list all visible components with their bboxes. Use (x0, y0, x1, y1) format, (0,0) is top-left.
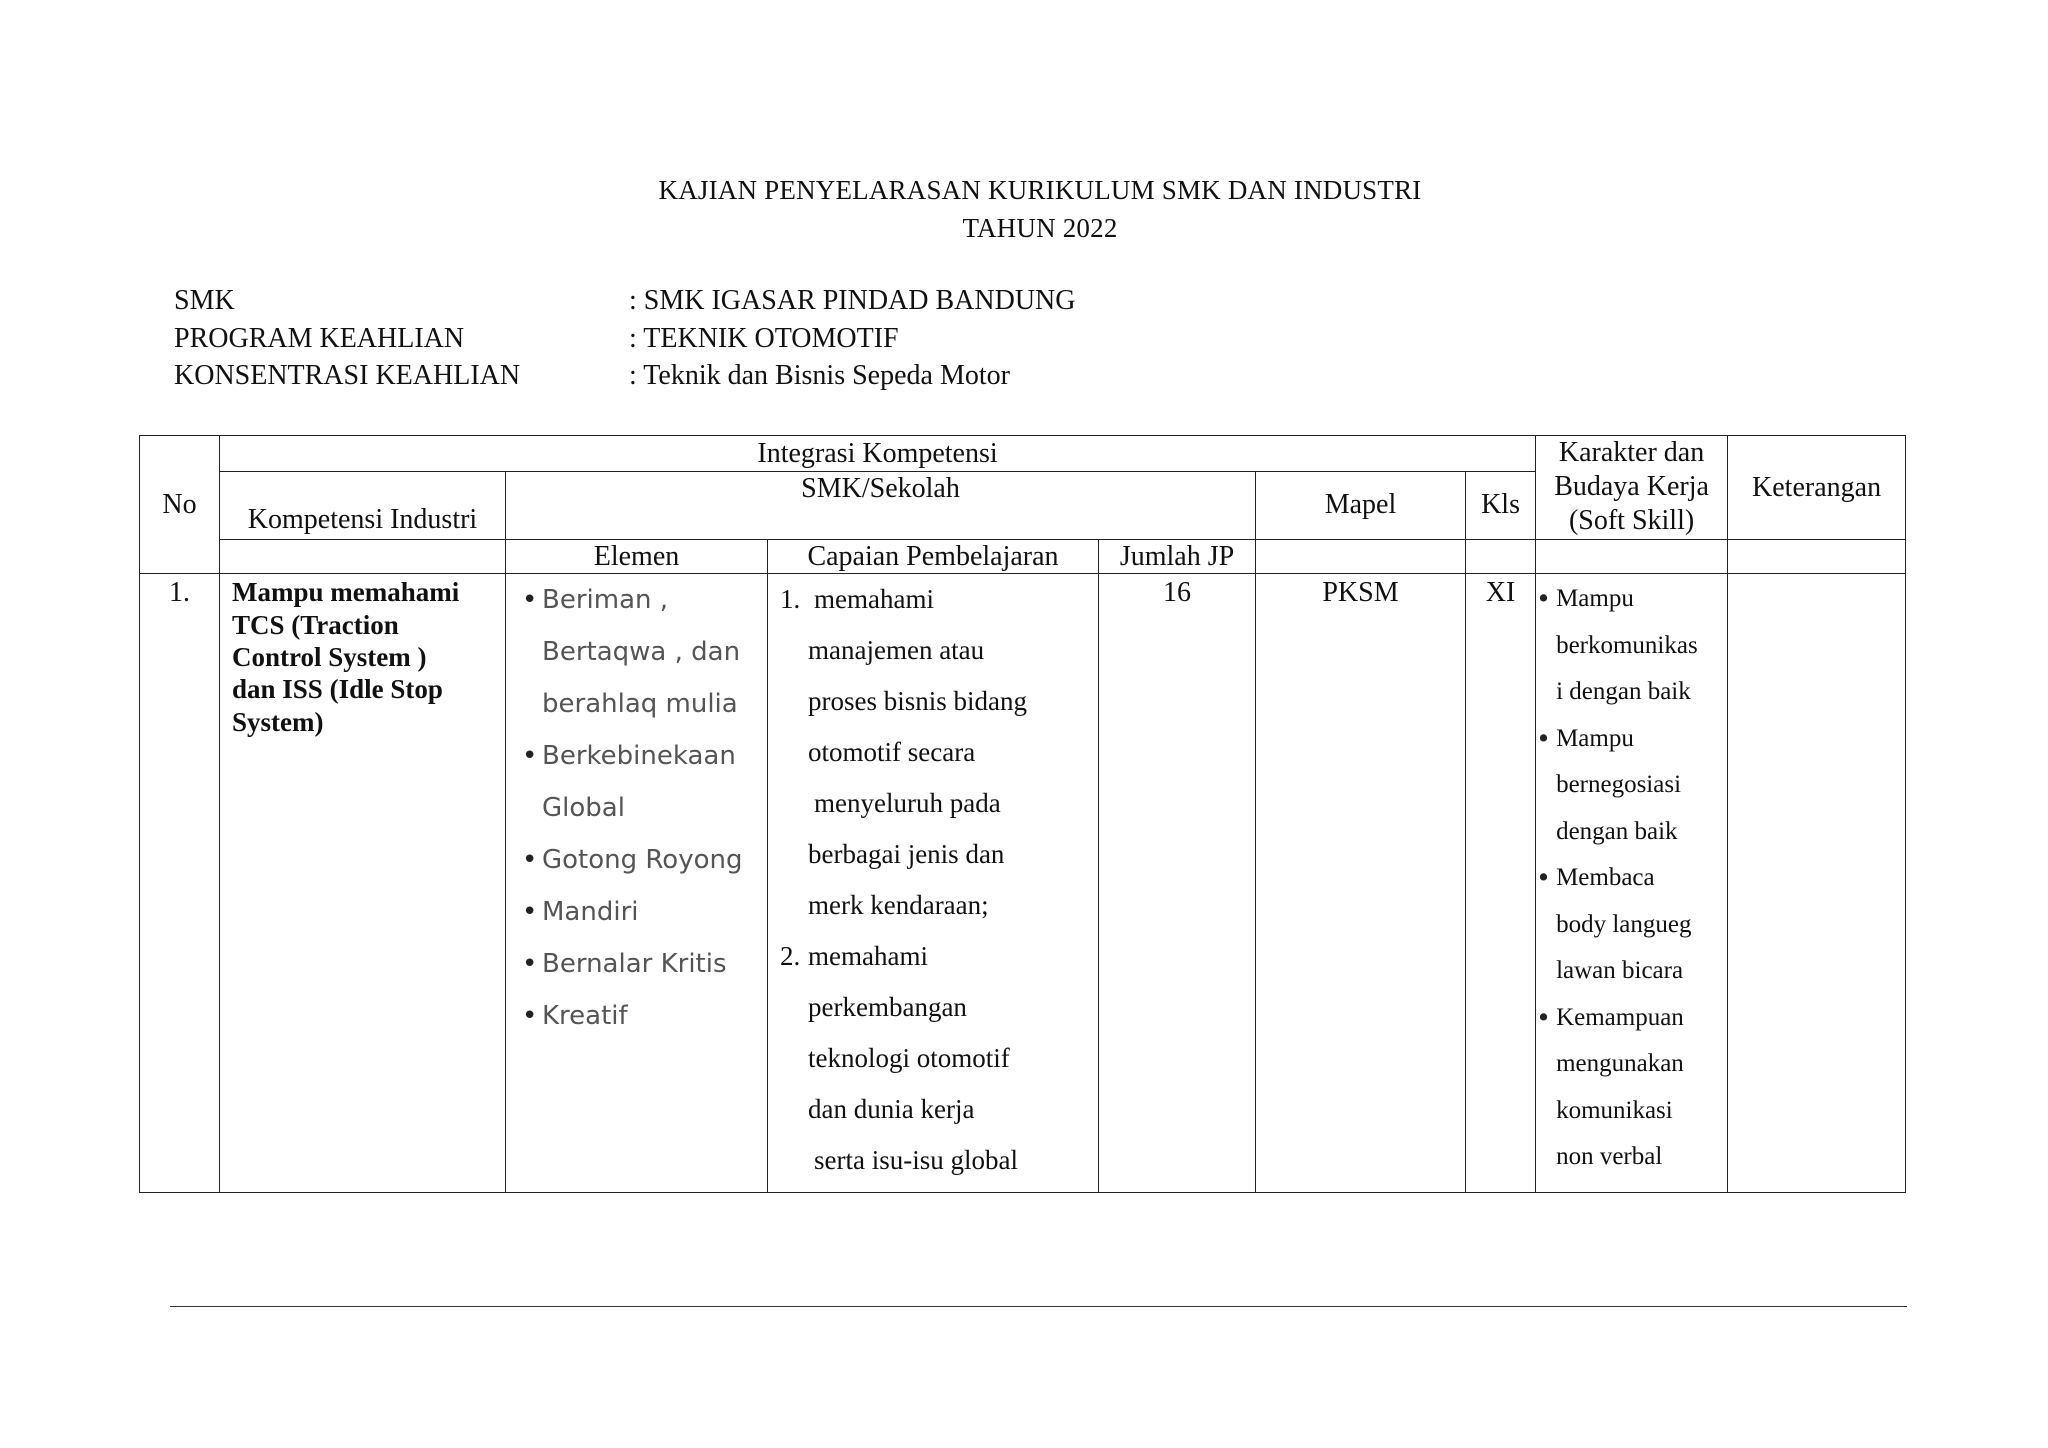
capaian-line: serta isu-isu global (814, 1145, 1018, 1176)
header-empty-cell (1536, 539, 1728, 574)
header-kls: Kls (1466, 471, 1536, 539)
header-karakter-line: Karakter dan (1558, 437, 1705, 469)
capaian-item (768, 574, 1098, 931)
karakter-line: lawan bicara (1556, 957, 1684, 985)
row-no: 1. (140, 574, 220, 1193)
row-capaian (768, 574, 1099, 1193)
karakter-line: dengan baik (1556, 817, 1678, 845)
row-mapel: PKSM (1256, 574, 1466, 1193)
elemen-line: Bertaqwa , dan (542, 637, 741, 668)
header-smk-sekolah: SMK/Sekolah (506, 471, 1256, 539)
capaian-line: memahami (808, 941, 928, 972)
elemen-item (522, 574, 767, 730)
capaian-line: proses bisnis bidang (808, 686, 1027, 717)
capaian-number: 1. (780, 584, 801, 615)
elemen-line: • Bernalar Kritis (542, 949, 727, 980)
capaian-line: dan dunia kerja (808, 1094, 975, 1125)
capaian-item (768, 931, 1098, 1186)
elemen-item (522, 730, 767, 834)
meta-value: : Teknik dan Bisnis Sepeda Motor (629, 360, 1010, 391)
header-kompetensi-industri: Kompetensi Industri (220, 471, 506, 539)
elemen-item (522, 938, 767, 990)
kompetensi-line: TCS (Traction (232, 609, 399, 640)
capaian-line: otomotif secara (808, 737, 976, 768)
capaian-line: teknologi otomotif (808, 1043, 1010, 1074)
elemen-list (522, 574, 767, 1042)
karakter-item (1536, 716, 1727, 856)
row-keterangan (1728, 574, 1906, 1193)
kompetensi-line: Control System ) (232, 641, 427, 672)
meta-label: PROGRAM KEAHLIAN (174, 322, 465, 354)
capaian-line: manajemen atau (808, 635, 985, 666)
capaian-number: 2. (780, 941, 801, 972)
karakter-list (1536, 576, 1727, 1181)
header-elemen: Elemen (506, 539, 768, 574)
elemen-line: • Kreatif (542, 1001, 628, 1032)
row-karakter (1536, 574, 1728, 1193)
document-meta (174, 282, 1075, 395)
elemen-line: • Berkebinekaan (542, 741, 736, 772)
header-empty-cell (220, 539, 506, 574)
capaian-line: menyeluruh pada (814, 788, 1001, 819)
document-title: KAJIAN PENYELARASAN KURIKULUM SMK DAN INDUSTRI (658, 175, 1422, 205)
kompetensi-line: Mampu memahami (232, 577, 460, 608)
kompetensi-line: System) (232, 706, 324, 737)
elemen-line: Global (542, 793, 625, 824)
karakter-line: • Kemampuan (1556, 1003, 1684, 1031)
capaian-list (768, 574, 1098, 1186)
karakter-line: berkomunikas (1556, 631, 1698, 659)
karakter-item (1536, 855, 1727, 995)
header-capaian: Capaian Pembelajaran (768, 539, 1099, 574)
row-kompetensi-industri (220, 574, 506, 1193)
header-no: No (140, 436, 220, 574)
header-karakter-line: Budaya Kerja (1554, 471, 1709, 503)
row-jumlah-jp: 16 (1099, 574, 1256, 1193)
header-jumlah-jp: Jumlah JP (1099, 539, 1256, 574)
karakter-item (1536, 576, 1727, 716)
document-year: TAHUN 2022 (962, 213, 1118, 243)
karakter-line: i dengan baik (1556, 678, 1691, 706)
karakter-line: body langueg (1556, 910, 1692, 938)
capaian-line: merk kendaraan; (808, 890, 989, 921)
row-kls: XI (1466, 574, 1536, 1193)
karakter-line: bernegosiasi (1556, 771, 1682, 799)
capaian-line: perkembangan (808, 992, 967, 1023)
meta-label: KONSENTRASI KEAHLIAN (174, 360, 521, 391)
elemen-item (522, 990, 767, 1042)
karakter-line: komunikasi (1556, 1096, 1673, 1124)
header-empty-cell (1466, 539, 1536, 574)
kompetensi-line: dan ISS (Idle Stop (232, 674, 443, 705)
karakter-line: mengunakan (1556, 1050, 1684, 1078)
elemen-line: • Mandiri (542, 897, 639, 928)
meta-row-smk (174, 282, 1075, 320)
meta-label: SMK (174, 285, 235, 316)
elemen-line: berahlaq mulia (542, 689, 738, 720)
footer-divider (170, 1306, 1907, 1307)
karakter-line: • Mampu (1556, 585, 1634, 613)
elemen-item (522, 886, 767, 938)
meta-row-program (174, 320, 1075, 358)
elemen-line: • Beriman , (542, 585, 669, 616)
meta-row-konsentrasi (174, 357, 1075, 395)
elemen-line: • Gotong Royong (542, 845, 743, 876)
capaian-line: memahami (814, 584, 934, 615)
meta-value: : TEKNIK OTOMOTIF (629, 322, 899, 354)
row-elemen (506, 574, 768, 1193)
karakter-item (1536, 995, 1727, 1181)
capaian-line: berbagai jenis dan (808, 839, 1005, 870)
header-empty-cell (1728, 539, 1906, 574)
karakter-line: non verbal (1556, 1143, 1663, 1171)
header-mapel: Mapel (1256, 471, 1466, 539)
header-keterangan: Keterangan (1728, 436, 1906, 540)
header-karakter-line: (Soft Skill) (1568, 505, 1695, 537)
table-row (140, 574, 1906, 1193)
karakter-line: • Mampu (1556, 724, 1634, 752)
elemen-item (522, 834, 767, 886)
header-karakter (1536, 436, 1728, 540)
karakter-line: • Membaca (1556, 864, 1655, 892)
header-integrasi-kompetensi: Integrasi Kompetensi (220, 436, 1536, 472)
curriculum-table (139, 435, 1906, 1193)
header-empty-cell (1256, 539, 1466, 574)
meta-value: : SMK IGASAR PINDAD BANDUNG (629, 285, 1076, 316)
